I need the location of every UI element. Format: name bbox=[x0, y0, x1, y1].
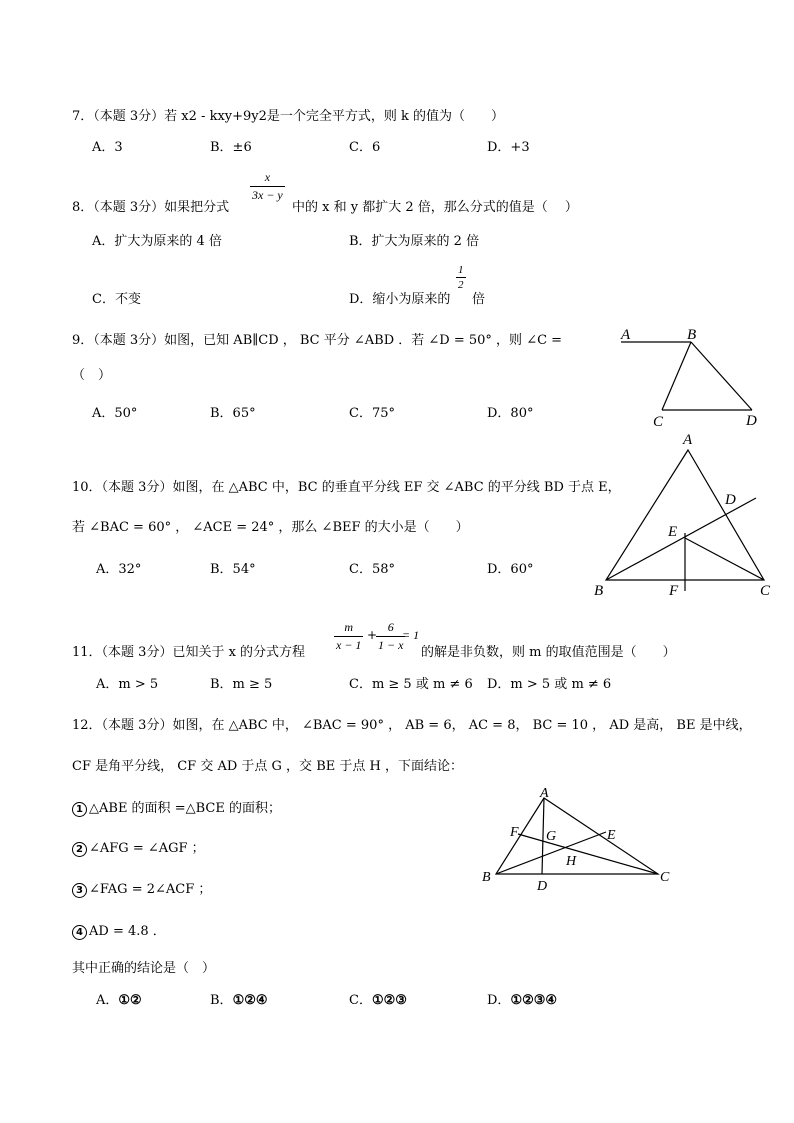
q12-label-d: D bbox=[537, 879, 548, 894]
q8-option-d[interactable] bbox=[349, 288, 450, 307]
q11-option-a[interactable]: A．m > 5 bbox=[96, 677, 159, 692]
q9-option-c[interactable]: C．75° bbox=[349, 406, 395, 421]
q12-label-a: A bbox=[540, 786, 549, 801]
q10-option-d[interactable]: D．60° bbox=[487, 562, 534, 577]
q12-label-h: H bbox=[566, 854, 577, 869]
q8-option-a[interactable]: A．扩大为原来的 4 倍 bbox=[92, 234, 222, 249]
q10-label-e: E bbox=[668, 524, 678, 540]
q12-statement-3-text: ∠FAG = 2∠ACF ； bbox=[89, 882, 212, 897]
q10-label-d: D bbox=[725, 492, 736, 508]
q12-statement-1-text: △ABE 的面积 =△BCE 的面积； bbox=[89, 801, 281, 816]
q8-option-d-suffix: 倍 bbox=[472, 292, 486, 307]
q12-option-a-text: ①② bbox=[118, 993, 142, 1008]
q12-option-a[interactable]: A．①② bbox=[96, 993, 142, 1008]
q8-stem-suffix: 中的 x 和 y 都扩大 2 倍，那么分式的值是（ ） bbox=[292, 200, 578, 215]
q12-option-b-text: ①②④ bbox=[232, 993, 268, 1008]
q12-statement-2-text: ∠AFG = ∠AGF ； bbox=[89, 841, 205, 856]
q8-frac-numerator: x bbox=[264, 170, 271, 184]
q9-option-b[interactable]: B．65° bbox=[210, 406, 256, 421]
q11-stem-prefix: 11．（本题 3分）已知关于 x 的分式方程 bbox=[72, 645, 306, 660]
q12-label-e: E bbox=[607, 828, 616, 843]
q10-option-a[interactable]: A．32° bbox=[96, 562, 142, 577]
q12-label-g: G bbox=[546, 829, 557, 844]
q7-option-c[interactable]: C．6 bbox=[349, 140, 381, 155]
q9-blank: （ ） bbox=[72, 368, 112, 383]
q8-frac-bar bbox=[250, 186, 285, 187]
q10-figure bbox=[588, 428, 778, 600]
q11-equals: = 1 bbox=[402, 628, 420, 642]
q10-option-b[interactable]: B．54° bbox=[210, 562, 256, 577]
q12-option-b[interactable]: B．①②④ bbox=[210, 993, 268, 1008]
q12-option-c-text: ①②③ bbox=[371, 993, 407, 1008]
q11-f2-denominator: 1 − x bbox=[378, 638, 404, 652]
q12-circle-3: 3 bbox=[72, 883, 87, 898]
q9-segment-bc bbox=[662, 342, 691, 410]
q12-statement-4 bbox=[72, 920, 166, 940]
q10-line1: 10．（本题 3分）如图，在 △ABC 中，BC 的垂直平分线 EF 交 ∠ABC 的平分线 BD 于点 E， bbox=[72, 480, 621, 495]
q12-statement-4-text: AD = 4.8 ． bbox=[89, 924, 166, 939]
q12-triangle-abc bbox=[496, 798, 658, 874]
q12-line2: CF 是角平分线， CF 交 AD 于点 G ，交 BE 于点 H ，下面结论： bbox=[72, 759, 463, 774]
q7-stem: 7．（本题 3分）若 x2 - kxy+9y2是一个完全平方式，则 k 的值为（ ） bbox=[72, 109, 505, 124]
q12-statement-1 bbox=[72, 797, 281, 817]
q11-option-d[interactable]: D．m > 5 或 m ≠ 6 bbox=[487, 677, 612, 692]
q9-label-a: A bbox=[621, 327, 631, 343]
q12-altitude-ad bbox=[542, 798, 544, 874]
q12-circle-4: 4 bbox=[72, 925, 87, 940]
q8-option-b[interactable]: B．扩大为原来的 2 倍 bbox=[349, 234, 480, 249]
q12-label-c: C bbox=[660, 870, 670, 885]
q11-fraction-1 bbox=[334, 620, 363, 653]
q7-option-b[interactable]: B．±6 bbox=[210, 140, 252, 155]
q11-plus: + bbox=[367, 628, 378, 642]
q11-f2-numerator: 6 bbox=[387, 620, 394, 634]
q9-figure bbox=[615, 322, 775, 432]
q12-circle-1: 1 bbox=[72, 802, 87, 817]
q9-option-a[interactable]: A．50° bbox=[92, 406, 138, 421]
q12-option-d-text: ①②③④ bbox=[510, 993, 558, 1008]
q12-option-c[interactable]: C．①②③ bbox=[349, 993, 407, 1008]
q9-stem: 9．（本题 3分）如图，已知 AB∥CD ， BC 平分 ∠ABD ．若 ∠D = 50° ，则 ∠C = bbox=[72, 333, 563, 348]
q8-option-d-prefix: D．缩小为原来的 bbox=[349, 292, 451, 307]
q11-option-c[interactable]: C．m ≥ 5 或 m ≠ 6 bbox=[349, 677, 473, 692]
q12-statement-2 bbox=[72, 837, 205, 857]
q8-fraction bbox=[250, 170, 285, 203]
q8-option-c[interactable]: C．不变 bbox=[92, 292, 141, 307]
q11-f1-bar bbox=[334, 636, 363, 637]
q9-label-c: C bbox=[653, 414, 664, 430]
q12-label-b: B bbox=[482, 870, 491, 885]
q7-option-a[interactable]: A．3 bbox=[92, 140, 123, 155]
q9-option-d[interactable]: D．80° bbox=[487, 406, 534, 421]
q12-statement-3 bbox=[72, 878, 211, 898]
q8-d-denominator: 2 bbox=[458, 279, 464, 291]
q11-option-b[interactable]: B．m ≥ 5 bbox=[210, 677, 273, 692]
q11-stem-suffix: 的解是非负数，则 m 的取值范围是（ ） bbox=[421, 645, 676, 660]
q10-label-c: C bbox=[760, 583, 771, 599]
q12-bisector-cf bbox=[518, 834, 658, 874]
q12-label-f: F bbox=[510, 825, 519, 840]
q12-line1: 12．（本题 3分）如图，在 △ABC 中， ∠BAC = 90° ， AB = 6， AC = 8， BC = 10 ， AD 是高， BE 是中线， bbox=[72, 718, 752, 733]
q10-label-a: A bbox=[683, 432, 693, 448]
q9-label-d: D bbox=[746, 413, 757, 429]
q10-label-b: B bbox=[594, 583, 604, 599]
q11-f1-denominator: x − 1 bbox=[336, 638, 362, 652]
q8-d-numerator: 1 bbox=[458, 264, 464, 276]
q8-option-d-fraction bbox=[456, 264, 466, 291]
q10-option-c[interactable]: C．58° bbox=[349, 562, 395, 577]
q12-conclusion: 其中正确的结论是（ ） bbox=[72, 961, 216, 976]
q9-label-b: B bbox=[687, 327, 697, 343]
q12-circle-2: 2 bbox=[72, 842, 87, 857]
q10-line2: 若 ∠BAC = 60° ， ∠ACE = 24° ，那么 ∠BEF 的大小是（ ） bbox=[72, 520, 469, 535]
q10-bisector-bd bbox=[606, 498, 756, 580]
q11-f1-numerator: m bbox=[344, 620, 354, 634]
q8-stem-prefix: 8．（本题 3分）如果把分式 bbox=[72, 200, 230, 215]
q9-segment-bd bbox=[691, 342, 752, 410]
q8-frac-denominator: 3x − y bbox=[252, 188, 283, 202]
q12-option-d[interactable]: D．①②③④ bbox=[487, 993, 558, 1008]
q10-label-f: F bbox=[669, 583, 679, 599]
q7-option-d[interactable]: D．+3 bbox=[487, 140, 530, 155]
q8-d-bar bbox=[456, 277, 466, 278]
q12-figure bbox=[478, 784, 678, 894]
